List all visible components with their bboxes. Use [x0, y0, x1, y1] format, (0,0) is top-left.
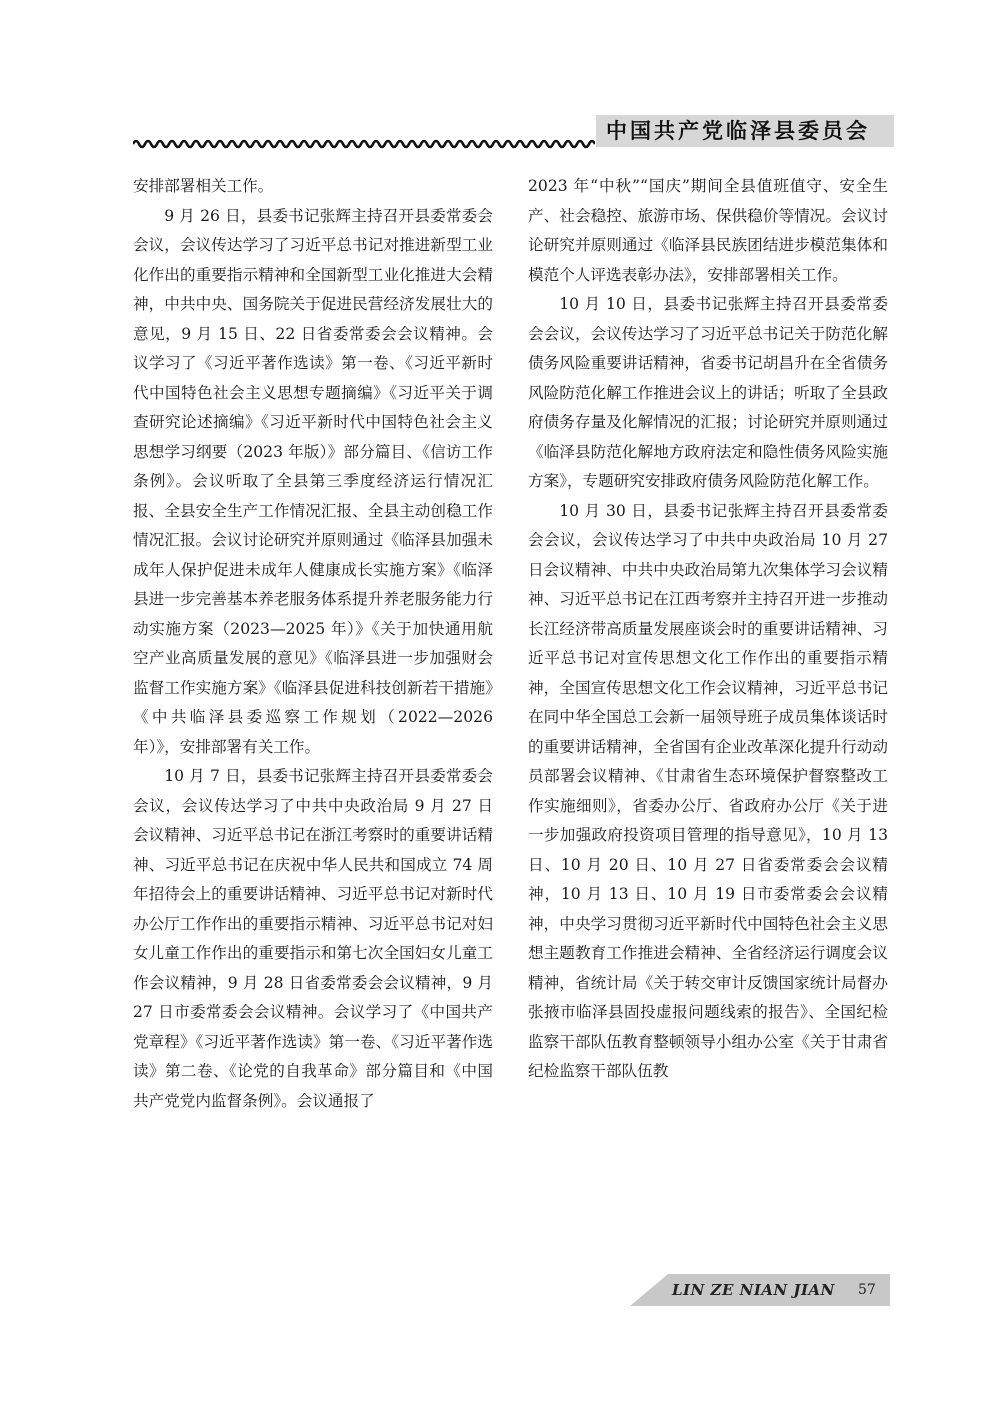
- paragraph-oct-10-meeting: 10 月 10 日，县委书记张辉主持召开县委常委会会议，会议传达学习了习近平总书记关于防范化解债务风险重要讲话精神，省委书记胡昌升在全省债务风险防范化解工作推进会议上的讲话；听取了全县政府债务存量及化解情况的汇报；讨论研究并原则通过《临泽县防范化解地方政府法定和隐性债务风险实施方案》，专题研究安排政府债务风险防范化解工作。: [528, 295, 888, 490]
- footer-publication-title: LIN ZE NIAN JIAN: [672, 1281, 835, 1299]
- left-text-column: [133, 172, 493, 1116]
- paragraph-continuation: 2023 年“中秋”“国庆”期间全县值班值守、安全生产、社会稳控、旅游市场、保供稳价等情况。会议讨论研究并原则通过《临泽县民族团结进步模范集体和模范个人评选表彰办法》，安排部署相关工作。: [528, 177, 888, 284]
- page-number: 57: [858, 1282, 876, 1298]
- paragraph-sep-26-meeting: 9 月 26 日，县委书记张辉主持召开县委常委会会议，会议传达学习了习近平总书记对推进新型工业化作出的重要指示精神和全国新型工业化推进大会精神，中共中央、国务院关于促进民营经济发展壮大的意见，9 月 15 日、22 日省委常委会会议精神。会议学习了《习近平著作选读》第一卷、《习近平新时代中国特色社会主义思想专题摘编》《习近平关于调查研究论述摘编》《习近平新时代中国特色社会主义思想学习纲要（2023 年版）》部分篇目、《信访工作条例》。会议听取了全县第三季度经济运行情况汇报、全县安全生产工作情况汇报、全县主动创稳工作情况汇报。会议讨论研究并原则通过《临泽县加强未成年人保护促进未成年人健康成长实施方案》《临泽县进一步完善基本养老服务体系提升养老服务能力行动实施方案（2023—2025 年）》《关于加快通用航空产业高质量发展的意见》《临泽县进一步加强财会监督工作实施方案》《临泽县促进科技创新若干措施》《中共临泽县委巡察工作规划（2022—2026 年）》，安排部署有关工作。: [133, 206, 493, 756]
- right-text-column: [528, 172, 888, 1087]
- header-wavy-rule: [133, 137, 595, 151]
- paragraph-oct-30-meeting: 10 月 30 日，县委书记张辉主持召开县委常委会会议，会议传达学习了中共中央政治局 10 月 27 日会议精神、中共中央政治局第九次集体学习会议精神、习近平总书记在江西考察并主持召开进一步推动长江经济带高质量发展座谈会时的重要讲话精神、习近平总书记对宣传思想文化工作作出的重要指示精神，全国宣传思想文化工作会议精神，习近平总书记在同中华全国总工会新一届领导班子成员集体谈话时的重要讲话精神，全省国有企业改革深化提升行动动员部署会议精神、《甘肃省生态环境保护督察整改工作实施细则》，省委办公厅、省政府办公厅《关于进一步加强政府投资项目管理的指导意见》，10 月 13 日、10 月 20 日、10 月 27 日省委常委会会议精神，10 月 13 日、10 月 19 日市委常委会会议精神，中央学习贯彻习近平新时代中国特色社会主义思想主题教育工作推进会精神、全省经济运行调度会议精神，省统计局《关于转交审计反馈国家统计局督办张掖市临泽县固投虚报问题线索的报告》、全国纪检监察干部队伍教育整顿领导小组办公室《关于甘肃省纪检监察干部队伍教: [528, 501, 888, 1080]
- paragraph-continuation: 安排部署相关工作。: [133, 177, 274, 195]
- paragraph-oct-7-meeting: 10 月 7 日，县委书记张辉主持召开县委常委会会议，会议传达学习了中共中央政治局 9 月 27 日会议精神、习近平总书记在浙江考察时的重要讲话精神、习近平总书记在庆祝中华人民共和国成立 74 周年招待会上的重要讲话精神、习近平总书记对新时代办公厅工作作出的重要指示精神、习近平总书记对妇女儿童工作作出的重要指示和第七次全国妇女儿童工作会议精神，9 月 28 日省委常委会会议精神，9 月 27 日市委常委会会议精神。会议学习了《中国共产党章程》《习近平著作选读》第一卷、《习近平著作选读》第二卷、《论党的自我革命》部分篇目和《中国共产党党内监督条例》。会议通报了: [133, 767, 493, 1110]
- page-header-title: 中国共产党临泽县委员会: [606, 119, 870, 143]
